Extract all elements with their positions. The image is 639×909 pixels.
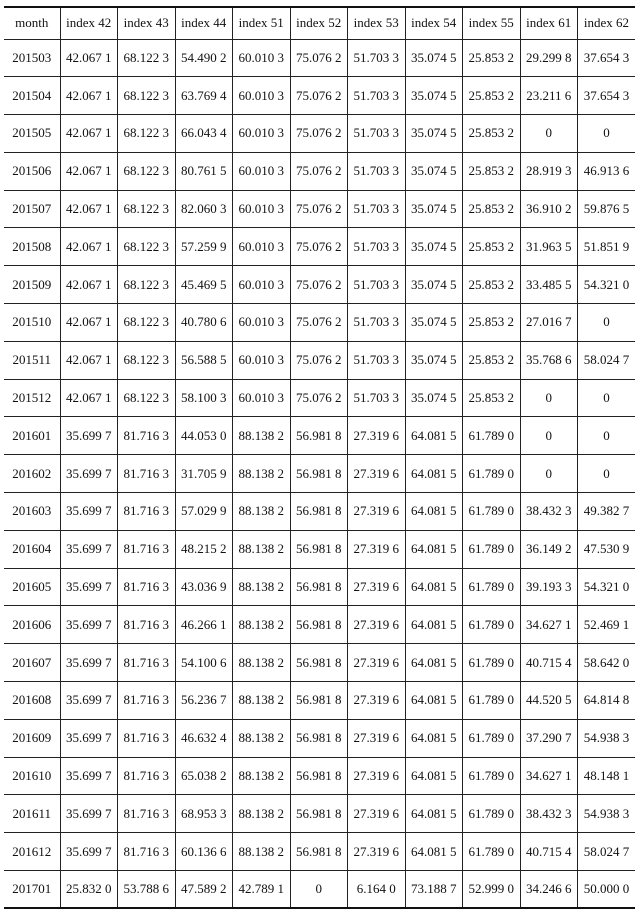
value-cell: 75.076 2 <box>290 228 348 266</box>
value-cell: 53.788 6 <box>118 871 176 909</box>
month-cell: 201509 <box>4 266 60 304</box>
value-cell: 0 <box>520 417 578 455</box>
value-cell: 56.981 8 <box>290 455 348 493</box>
value-cell: 35.074 5 <box>405 304 463 342</box>
value-cell: 75.076 2 <box>290 39 348 77</box>
value-cell: 46.266 1 <box>175 606 233 644</box>
month-cell: 201608 <box>4 682 60 720</box>
value-cell: 81.716 3 <box>118 493 176 531</box>
value-cell: 60.010 3 <box>233 341 291 379</box>
value-cell: 54.938 3 <box>578 719 636 757</box>
month-cell: 201512 <box>4 379 60 417</box>
value-cell: 54.321 0 <box>578 266 636 304</box>
value-cell: 35.699 7 <box>60 795 118 833</box>
value-cell: 88.138 2 <box>233 455 291 493</box>
value-cell: 88.138 2 <box>233 644 291 682</box>
value-cell: 61.789 0 <box>463 455 521 493</box>
value-cell: 61.789 0 <box>463 530 521 568</box>
value-cell: 35.699 7 <box>60 455 118 493</box>
month-cell: 201607 <box>4 644 60 682</box>
value-cell: 25.853 2 <box>463 77 521 115</box>
value-cell: 75.076 2 <box>290 115 348 153</box>
value-cell: 61.789 0 <box>463 606 521 644</box>
value-cell: 27.319 6 <box>348 719 406 757</box>
table-row <box>4 682 635 720</box>
table-row <box>4 568 635 606</box>
month-cell: 201511 <box>4 341 60 379</box>
value-cell: 27.319 6 <box>348 530 406 568</box>
value-cell: 75.076 2 <box>290 190 348 228</box>
value-cell: 64.081 5 <box>405 644 463 682</box>
value-cell: 57.029 9 <box>175 493 233 531</box>
value-cell: 88.138 2 <box>233 568 291 606</box>
value-cell: 27.319 6 <box>348 795 406 833</box>
value-cell: 29.299 8 <box>520 39 578 77</box>
column-header-index-55: index 55 <box>463 7 521 39</box>
value-cell: 65.038 2 <box>175 757 233 795</box>
table-row <box>4 644 635 682</box>
month-cell: 201605 <box>4 568 60 606</box>
value-cell: 38.432 3 <box>520 493 578 531</box>
value-cell: 68.122 3 <box>118 190 176 228</box>
value-cell: 51.703 3 <box>348 379 406 417</box>
value-cell: 56.981 8 <box>290 682 348 720</box>
month-cell: 201601 <box>4 417 60 455</box>
value-cell: 36.149 2 <box>520 530 578 568</box>
value-cell: 46.913 6 <box>578 152 636 190</box>
value-cell: 68.953 3 <box>175 795 233 833</box>
table-body <box>4 39 635 908</box>
value-cell: 35.074 5 <box>405 341 463 379</box>
value-cell: 51.703 3 <box>348 304 406 342</box>
value-cell: 57.259 9 <box>175 228 233 266</box>
value-cell: 61.789 0 <box>463 644 521 682</box>
value-cell: 61.789 0 <box>463 757 521 795</box>
value-cell: 25.853 2 <box>463 341 521 379</box>
value-cell: 37.654 3 <box>578 77 636 115</box>
value-cell: 61.789 0 <box>463 493 521 531</box>
value-cell: 35.699 7 <box>60 757 118 795</box>
value-cell: 42.067 1 <box>60 228 118 266</box>
value-cell: 54.490 2 <box>175 39 233 77</box>
value-cell: 27.319 6 <box>348 833 406 871</box>
value-cell: 56.981 8 <box>290 530 348 568</box>
value-cell: 34.246 6 <box>520 871 578 909</box>
value-cell: 0 <box>520 379 578 417</box>
value-cell: 60.010 3 <box>233 228 291 266</box>
value-cell: 60.010 3 <box>233 152 291 190</box>
table-row <box>4 152 635 190</box>
value-cell: 81.716 3 <box>118 757 176 795</box>
value-cell: 80.761 5 <box>175 152 233 190</box>
table-row <box>4 304 635 342</box>
value-cell: 51.703 3 <box>348 228 406 266</box>
value-cell: 0 <box>578 455 636 493</box>
value-cell: 27.319 6 <box>348 417 406 455</box>
value-cell: 42.067 1 <box>60 77 118 115</box>
column-header-index-62: index 62 <box>578 7 636 39</box>
value-cell: 60.010 3 <box>233 379 291 417</box>
value-cell: 82.060 3 <box>175 190 233 228</box>
month-cell: 201701 <box>4 871 60 909</box>
value-cell: 35.699 7 <box>60 417 118 455</box>
value-cell: 48.215 2 <box>175 530 233 568</box>
value-cell: 81.716 3 <box>118 455 176 493</box>
value-cell: 56.981 8 <box>290 757 348 795</box>
column-header-index-54: index 54 <box>405 7 463 39</box>
value-cell: 36.910 2 <box>520 190 578 228</box>
month-cell: 201510 <box>4 304 60 342</box>
month-cell: 201611 <box>4 795 60 833</box>
value-cell: 64.081 5 <box>405 719 463 757</box>
value-cell: 60.010 3 <box>233 304 291 342</box>
value-cell: 47.530 9 <box>578 530 636 568</box>
value-cell: 35.699 7 <box>60 530 118 568</box>
value-cell: 81.716 3 <box>118 530 176 568</box>
value-cell: 51.703 3 <box>348 115 406 153</box>
value-cell: 56.981 8 <box>290 417 348 455</box>
value-cell: 68.122 3 <box>118 379 176 417</box>
value-cell: 58.024 7 <box>578 341 636 379</box>
month-cell: 201506 <box>4 152 60 190</box>
value-cell: 35.699 7 <box>60 644 118 682</box>
month-cell: 201612 <box>4 833 60 871</box>
value-cell: 88.138 2 <box>233 606 291 644</box>
column-header-month: month <box>4 7 60 39</box>
month-cell: 201603 <box>4 493 60 531</box>
value-cell: 81.716 3 <box>118 606 176 644</box>
value-cell: 42.067 1 <box>60 379 118 417</box>
value-cell: 61.789 0 <box>463 417 521 455</box>
value-cell: 73.188 7 <box>405 871 463 909</box>
value-cell: 52.999 0 <box>463 871 521 909</box>
value-cell: 35.699 7 <box>60 606 118 644</box>
value-cell: 51.703 3 <box>348 39 406 77</box>
value-cell: 35.074 5 <box>405 77 463 115</box>
value-cell: 0 <box>578 379 636 417</box>
value-cell: 42.067 1 <box>60 115 118 153</box>
value-cell: 49.382 7 <box>578 493 636 531</box>
value-cell: 52.469 1 <box>578 606 636 644</box>
value-cell: 75.076 2 <box>290 379 348 417</box>
value-cell: 60.010 3 <box>233 77 291 115</box>
value-cell: 25.853 2 <box>463 266 521 304</box>
value-cell: 40.780 6 <box>175 304 233 342</box>
value-cell: 88.138 2 <box>233 417 291 455</box>
value-cell: 51.703 3 <box>348 190 406 228</box>
value-cell: 51.703 3 <box>348 341 406 379</box>
value-cell: 50.000 0 <box>578 871 636 909</box>
value-cell: 35.699 7 <box>60 493 118 531</box>
value-cell: 48.148 1 <box>578 757 636 795</box>
table-row <box>4 115 635 153</box>
column-header-index-61: index 61 <box>520 7 578 39</box>
value-cell: 35.074 5 <box>405 115 463 153</box>
value-cell: 81.716 3 <box>118 417 176 455</box>
table-row <box>4 719 635 757</box>
value-cell: 58.642 0 <box>578 644 636 682</box>
value-cell: 64.081 5 <box>405 833 463 871</box>
value-cell: 35.699 7 <box>60 833 118 871</box>
value-cell: 0 <box>290 871 348 909</box>
table-row <box>4 228 635 266</box>
table-row <box>4 795 635 833</box>
value-cell: 34.627 1 <box>520 606 578 644</box>
month-cell: 201610 <box>4 757 60 795</box>
value-cell: 75.076 2 <box>290 152 348 190</box>
value-cell: 35.074 5 <box>405 190 463 228</box>
value-cell: 61.789 0 <box>463 568 521 606</box>
value-cell: 37.290 7 <box>520 719 578 757</box>
value-cell: 68.122 3 <box>118 39 176 77</box>
value-cell: 25.853 2 <box>463 228 521 266</box>
month-cell: 201609 <box>4 719 60 757</box>
value-cell: 88.138 2 <box>233 795 291 833</box>
table-row <box>4 379 635 417</box>
value-cell: 54.938 3 <box>578 795 636 833</box>
value-cell: 81.716 3 <box>118 795 176 833</box>
index-data-table <box>4 6 635 909</box>
value-cell: 0 <box>520 455 578 493</box>
value-cell: 56.981 8 <box>290 493 348 531</box>
value-cell: 56.236 7 <box>175 682 233 720</box>
value-cell: 33.485 5 <box>520 266 578 304</box>
value-cell: 35.699 7 <box>60 682 118 720</box>
value-cell: 0 <box>520 115 578 153</box>
value-cell: 68.122 3 <box>118 304 176 342</box>
value-cell: 81.716 3 <box>118 568 176 606</box>
value-cell: 34.627 1 <box>520 757 578 795</box>
value-cell: 0 <box>578 417 636 455</box>
value-cell: 25.853 2 <box>463 304 521 342</box>
value-cell: 88.138 2 <box>233 682 291 720</box>
value-cell: 0 <box>578 115 636 153</box>
column-header-index-44: index 44 <box>175 7 233 39</box>
month-cell: 201504 <box>4 77 60 115</box>
value-cell: 60.010 3 <box>233 190 291 228</box>
value-cell: 59.876 5 <box>578 190 636 228</box>
table-row <box>4 39 635 77</box>
value-cell: 35.699 7 <box>60 568 118 606</box>
value-cell: 42.067 1 <box>60 152 118 190</box>
table-row <box>4 77 635 115</box>
value-cell: 42.067 1 <box>60 341 118 379</box>
value-cell: 64.081 5 <box>405 530 463 568</box>
value-cell: 68.122 3 <box>118 77 176 115</box>
value-cell: 35.074 5 <box>405 379 463 417</box>
value-cell: 81.716 3 <box>118 682 176 720</box>
table-header-row <box>4 7 635 39</box>
value-cell: 88.138 2 <box>233 833 291 871</box>
month-cell: 201606 <box>4 606 60 644</box>
value-cell: 75.076 2 <box>290 77 348 115</box>
value-cell: 81.716 3 <box>118 644 176 682</box>
month-cell: 201505 <box>4 115 60 153</box>
value-cell: 39.193 3 <box>520 568 578 606</box>
value-cell: 23.211 6 <box>520 77 578 115</box>
value-cell: 61.789 0 <box>463 682 521 720</box>
value-cell: 42.789 1 <box>233 871 291 909</box>
table-row <box>4 417 635 455</box>
month-cell: 201503 <box>4 39 60 77</box>
table-row <box>4 757 635 795</box>
value-cell: 28.919 3 <box>520 152 578 190</box>
value-cell: 60.010 3 <box>233 39 291 77</box>
value-cell: 40.715 4 <box>520 833 578 871</box>
value-cell: 25.853 2 <box>463 379 521 417</box>
value-cell: 81.716 3 <box>118 833 176 871</box>
column-header-index-52: index 52 <box>290 7 348 39</box>
value-cell: 60.136 6 <box>175 833 233 871</box>
value-cell: 51.851 9 <box>578 228 636 266</box>
value-cell: 27.319 6 <box>348 757 406 795</box>
value-cell: 27.319 6 <box>348 682 406 720</box>
value-cell: 6.164 0 <box>348 871 406 909</box>
value-cell: 64.081 5 <box>405 682 463 720</box>
value-cell: 68.122 3 <box>118 152 176 190</box>
value-cell: 56.981 8 <box>290 568 348 606</box>
month-cell: 201507 <box>4 190 60 228</box>
table-row <box>4 606 635 644</box>
value-cell: 56.981 8 <box>290 644 348 682</box>
value-cell: 35.699 7 <box>60 719 118 757</box>
column-header-index-43: index 43 <box>118 7 176 39</box>
value-cell: 27.319 6 <box>348 493 406 531</box>
value-cell: 75.076 2 <box>290 304 348 342</box>
value-cell: 61.789 0 <box>463 795 521 833</box>
value-cell: 56.981 8 <box>290 719 348 757</box>
value-cell: 56.588 5 <box>175 341 233 379</box>
value-cell: 64.081 5 <box>405 417 463 455</box>
value-cell: 75.076 2 <box>290 341 348 379</box>
value-cell: 46.632 4 <box>175 719 233 757</box>
value-cell: 63.769 4 <box>175 77 233 115</box>
value-cell: 56.981 8 <box>290 606 348 644</box>
value-cell: 66.043 4 <box>175 115 233 153</box>
value-cell: 58.024 7 <box>578 833 636 871</box>
value-cell: 25.853 2 <box>463 152 521 190</box>
value-cell: 60.010 3 <box>233 115 291 153</box>
value-cell: 88.138 2 <box>233 757 291 795</box>
value-cell: 68.122 3 <box>118 266 176 304</box>
value-cell: 60.010 3 <box>233 266 291 304</box>
value-cell: 27.319 6 <box>348 606 406 644</box>
value-cell: 0 <box>578 304 636 342</box>
value-cell: 88.138 2 <box>233 719 291 757</box>
month-cell: 201604 <box>4 530 60 568</box>
value-cell: 54.100 6 <box>175 644 233 682</box>
value-cell: 31.705 9 <box>175 455 233 493</box>
table-row <box>4 190 635 228</box>
value-cell: 35.074 5 <box>405 266 463 304</box>
value-cell: 31.963 5 <box>520 228 578 266</box>
value-cell: 27.319 6 <box>348 455 406 493</box>
value-cell: 64.081 5 <box>405 795 463 833</box>
value-cell: 35.074 5 <box>405 39 463 77</box>
table-row <box>4 341 635 379</box>
value-cell: 42.067 1 <box>60 190 118 228</box>
table-row <box>4 871 635 909</box>
value-cell: 88.138 2 <box>233 493 291 531</box>
value-cell: 25.853 2 <box>463 190 521 228</box>
value-cell: 27.319 6 <box>348 644 406 682</box>
value-cell: 75.076 2 <box>290 266 348 304</box>
value-cell: 61.789 0 <box>463 833 521 871</box>
month-cell: 201602 <box>4 455 60 493</box>
value-cell: 68.122 3 <box>118 341 176 379</box>
value-cell: 44.520 5 <box>520 682 578 720</box>
value-cell: 61.789 0 <box>463 719 521 757</box>
value-cell: 64.081 5 <box>405 455 463 493</box>
value-cell: 43.036 9 <box>175 568 233 606</box>
value-cell: 27.016 7 <box>520 304 578 342</box>
value-cell: 56.981 8 <box>290 833 348 871</box>
value-cell: 54.321 0 <box>578 568 636 606</box>
value-cell: 42.067 1 <box>60 304 118 342</box>
column-header-index-53: index 53 <box>348 7 406 39</box>
value-cell: 47.589 2 <box>175 871 233 909</box>
value-cell: 64.081 5 <box>405 757 463 795</box>
value-cell: 64.814 8 <box>578 682 636 720</box>
value-cell: 42.067 1 <box>60 266 118 304</box>
table-row <box>4 493 635 531</box>
table-row <box>4 455 635 493</box>
value-cell: 68.122 3 <box>118 115 176 153</box>
column-header-index-51: index 51 <box>233 7 291 39</box>
value-cell: 51.703 3 <box>348 266 406 304</box>
value-cell: 25.853 2 <box>463 115 521 153</box>
value-cell: 27.319 6 <box>348 568 406 606</box>
table-row <box>4 266 635 304</box>
value-cell: 64.081 5 <box>405 568 463 606</box>
value-cell: 45.469 5 <box>175 266 233 304</box>
value-cell: 35.074 5 <box>405 152 463 190</box>
value-cell: 38.432 3 <box>520 795 578 833</box>
value-cell: 64.081 5 <box>405 606 463 644</box>
value-cell: 56.981 8 <box>290 795 348 833</box>
value-cell: 64.081 5 <box>405 493 463 531</box>
value-cell: 37.654 3 <box>578 39 636 77</box>
month-cell: 201508 <box>4 228 60 266</box>
value-cell: 68.122 3 <box>118 228 176 266</box>
value-cell: 51.703 3 <box>348 152 406 190</box>
value-cell: 58.100 3 <box>175 379 233 417</box>
value-cell: 42.067 1 <box>60 39 118 77</box>
table-row <box>4 530 635 568</box>
value-cell: 40.715 4 <box>520 644 578 682</box>
value-cell: 44.053 0 <box>175 417 233 455</box>
value-cell: 88.138 2 <box>233 530 291 568</box>
value-cell: 25.832 0 <box>60 871 118 909</box>
value-cell: 81.716 3 <box>118 719 176 757</box>
value-cell: 51.703 3 <box>348 77 406 115</box>
table-row <box>4 833 635 871</box>
value-cell: 25.853 2 <box>463 39 521 77</box>
column-header-index-42: index 42 <box>60 7 118 39</box>
value-cell: 35.074 5 <box>405 228 463 266</box>
value-cell: 35.768 6 <box>520 341 578 379</box>
